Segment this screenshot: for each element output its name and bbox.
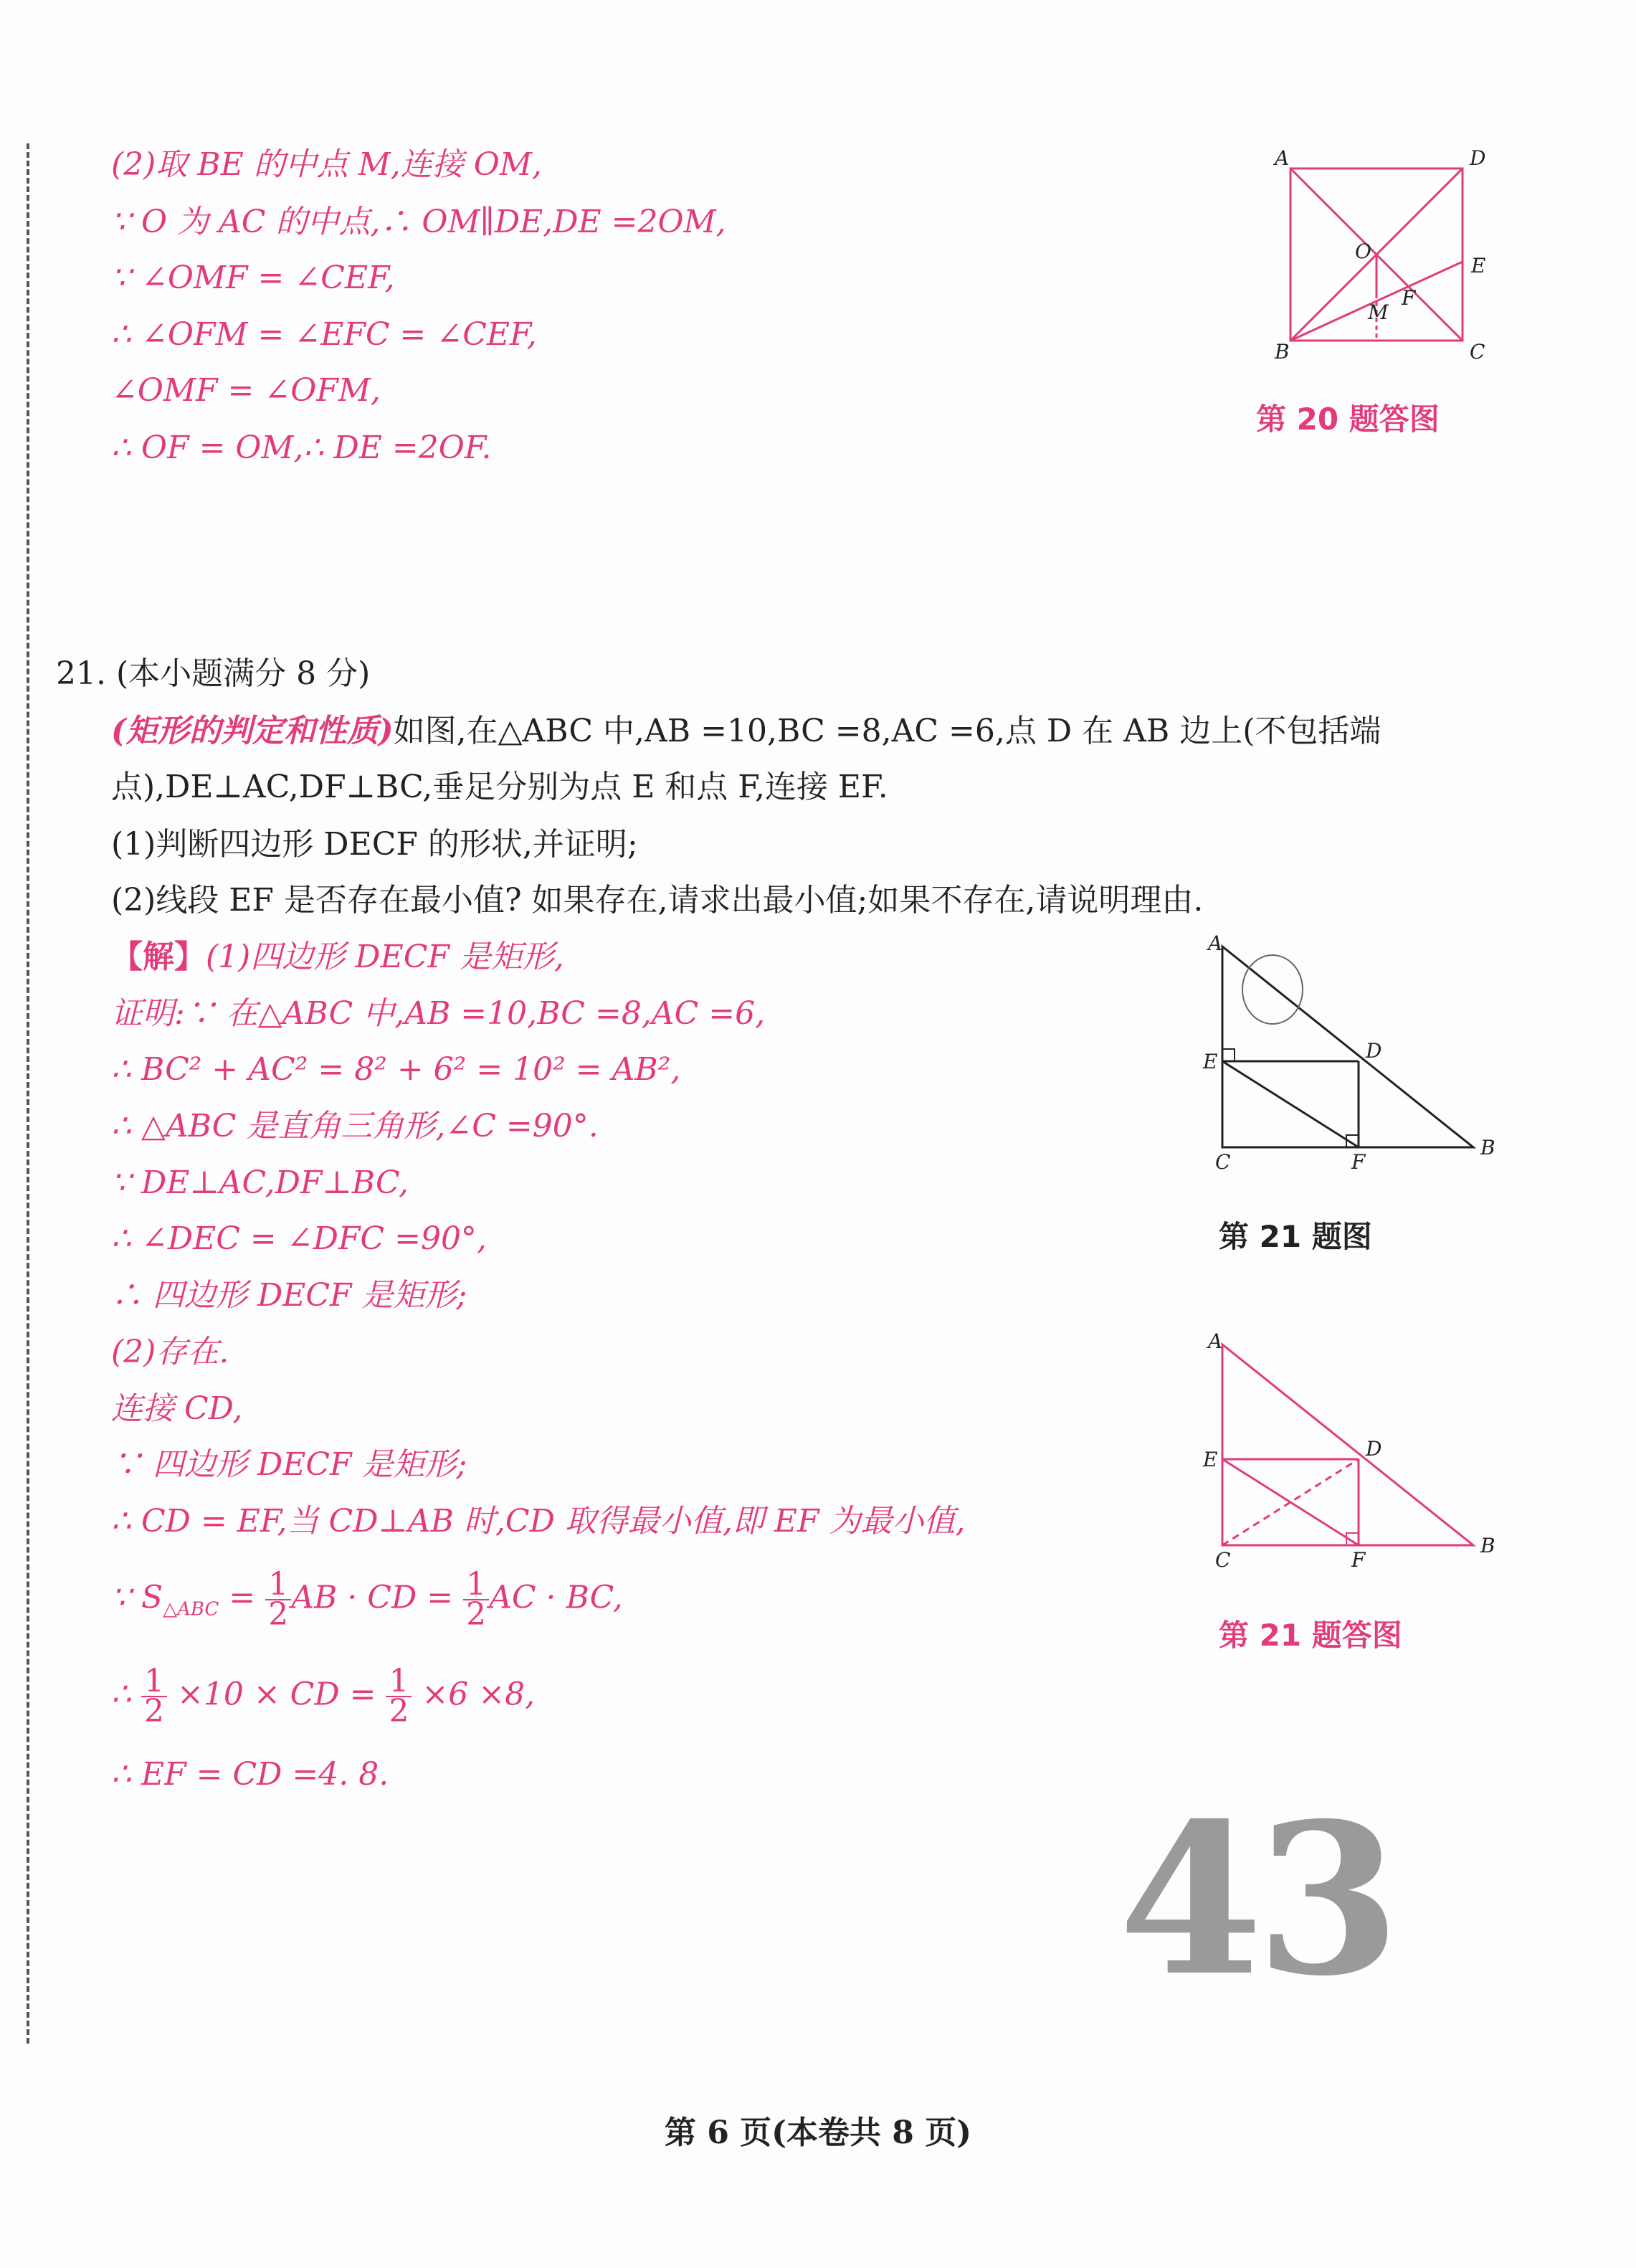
- fig20-label-C: C: [1470, 340, 1485, 364]
- proof20-line-5: ∠OMF = ∠OFM,: [111, 372, 381, 409]
- fig21-label-B: B: [1480, 1136, 1495, 1159]
- fig20-label-B: B: [1275, 340, 1290, 364]
- figure-20: [1262, 143, 1498, 366]
- fig21ans-label-F: F: [1351, 1548, 1366, 1572]
- fig20-label-O: O: [1355, 239, 1371, 263]
- figure-21: [1190, 929, 1506, 1180]
- fig20-label-M: M: [1368, 300, 1389, 324]
- fig21-caption: 第 21 题图: [1219, 1219, 1372, 1254]
- fig21-label-E: E: [1203, 1050, 1218, 1073]
- sol21-l12-end: AC · BC,: [489, 1579, 623, 1616]
- fig20-label-F: F: [1402, 286, 1416, 310]
- sol21-l13-end: ×6 ×8,: [412, 1676, 536, 1713]
- fig21ans-label-D: D: [1366, 1437, 1382, 1461]
- fig21-label-A: A: [1208, 931, 1223, 955]
- sol21-line-1: [111, 936, 564, 979]
- sol21-l12-eq: =: [219, 1579, 266, 1616]
- fig21-label-C: C: [1215, 1150, 1231, 1174]
- q21-header: 21. (本小题满分 8 分): [56, 655, 371, 692]
- q21-stem-line-1: [111, 710, 1381, 753]
- proof20-line-2: ∵ O 为 AC 的中点,∴ OM∥DE,DE =2OM,: [111, 204, 726, 240]
- sol21-line-5: ∵ DE⊥AC,DF⊥BC,: [111, 1164, 409, 1201]
- q21-stem-1: 如图,在△ABC 中,AB =10,BC =8,AC =6,点 D 在 AB 边上(不包括端: [393, 713, 1381, 749]
- page-number-large: 43: [1118, 1778, 1394, 2022]
- proof20-line-4: ∴ ∠OFM = ∠EFC = ∠CEF,: [111, 316, 537, 353]
- sol21-line-7: ∴ 四边形 DECF 是矩形;: [111, 1277, 467, 1314]
- q21-stem-line-2: 点),DE⊥AC,DF⊥BC,垂足分别为点 E 和点 F,连接 EF.: [111, 769, 888, 805]
- sol21-line-12: [111, 1566, 623, 1633]
- sol21-line-13: [111, 1663, 536, 1730]
- q21-part-2: (2)线段 EF 是否存在最小值? 如果存在,请求出最小值;如果不存在,请说明理由.: [111, 882, 1204, 919]
- sol21-l12-pre: ∵ S: [111, 1579, 163, 1616]
- sol21-line-6: ∴ ∠DEC = ∠DFC =90°,: [111, 1220, 487, 1257]
- sol21-l1: (1)四边形 DECF 是矩形,: [206, 939, 564, 975]
- binding-line: [27, 143, 29, 2044]
- fraction-half-1: $\frac{1}{2}$: [265, 1570, 291, 1629]
- fig21ans-label-E: E: [1203, 1448, 1218, 1471]
- sol21-line-4: ∴ △ABC 是直角三角形,∠C =90°.: [111, 1108, 599, 1144]
- sol21-line-10: ∵ 四边形 DECF 是矩形;: [111, 1446, 467, 1483]
- page-footer: 第 6 页(本卷共 8 页): [664, 2115, 972, 2151]
- sol21-line-11: ∴ CD = EF,当 CD⊥AB 时,CD 取得最小值,即 EF 为最小值,: [111, 1503, 966, 1539]
- fig20-caption: 第 20 题答图: [1256, 402, 1440, 437]
- sol21-l12-sub: △ABC: [163, 1598, 219, 1621]
- sol21-line-9: 连接 CD,: [111, 1390, 243, 1427]
- q21-tag: (矩形的判定和性质): [111, 713, 394, 749]
- sol21-line-8: (2)存在.: [111, 1334, 229, 1370]
- sol21-line-3: ∴ BC² + AC² = 8² + 6² = 10² = AB²,: [111, 1051, 681, 1088]
- proof20-line-6: ∴ OF = OM,∴ DE =2OF.: [111, 430, 492, 466]
- fig20-label-E: E: [1471, 254, 1486, 277]
- fraction-half-2: $\frac{1}{2}$: [463, 1570, 489, 1629]
- proof20-line-3: ∵ ∠OMF = ∠CEF,: [111, 260, 395, 296]
- figure-21-answer: [1190, 1327, 1506, 1577]
- fig20-label-A: A: [1275, 146, 1290, 170]
- stamp-icon: [1242, 955, 1303, 1024]
- fraction-half-3: $\frac{1}{2}$: [141, 1667, 167, 1726]
- fig21ans-label-C: C: [1215, 1548, 1231, 1572]
- sol21-l13-pre: ∴: [111, 1676, 141, 1713]
- fraction-half-4: $\frac{1}{2}$: [386, 1667, 412, 1726]
- fig20-label-D: D: [1470, 146, 1486, 170]
- fig21ans-label-A: A: [1208, 1329, 1223, 1353]
- fig21ans-label-B: B: [1480, 1534, 1495, 1557]
- sol21-line-2: 证明:∵ 在△ABC 中,AB =10,BC =8,AC =6,: [111, 995, 766, 1032]
- fig21-label-F: F: [1351, 1150, 1366, 1174]
- sol21-l13-mid: ×10 × CD =: [166, 1676, 386, 1713]
- q21-part-1: (1)判断四边形 DECF 的形状,并证明;: [111, 826, 638, 863]
- sol21-tag: 【解】: [111, 939, 206, 975]
- sol21-line-14: ∴ EF = CD =4. 8.: [111, 1756, 389, 1793]
- proof20-line-1: (2)取 BE 的中点 M,连接 OM,: [111, 146, 542, 183]
- fig21ans-caption: 第 21 题答图: [1219, 1618, 1402, 1653]
- sol21-l12-mid: AB · CD =: [291, 1579, 464, 1616]
- fig21-label-D: D: [1366, 1039, 1382, 1063]
